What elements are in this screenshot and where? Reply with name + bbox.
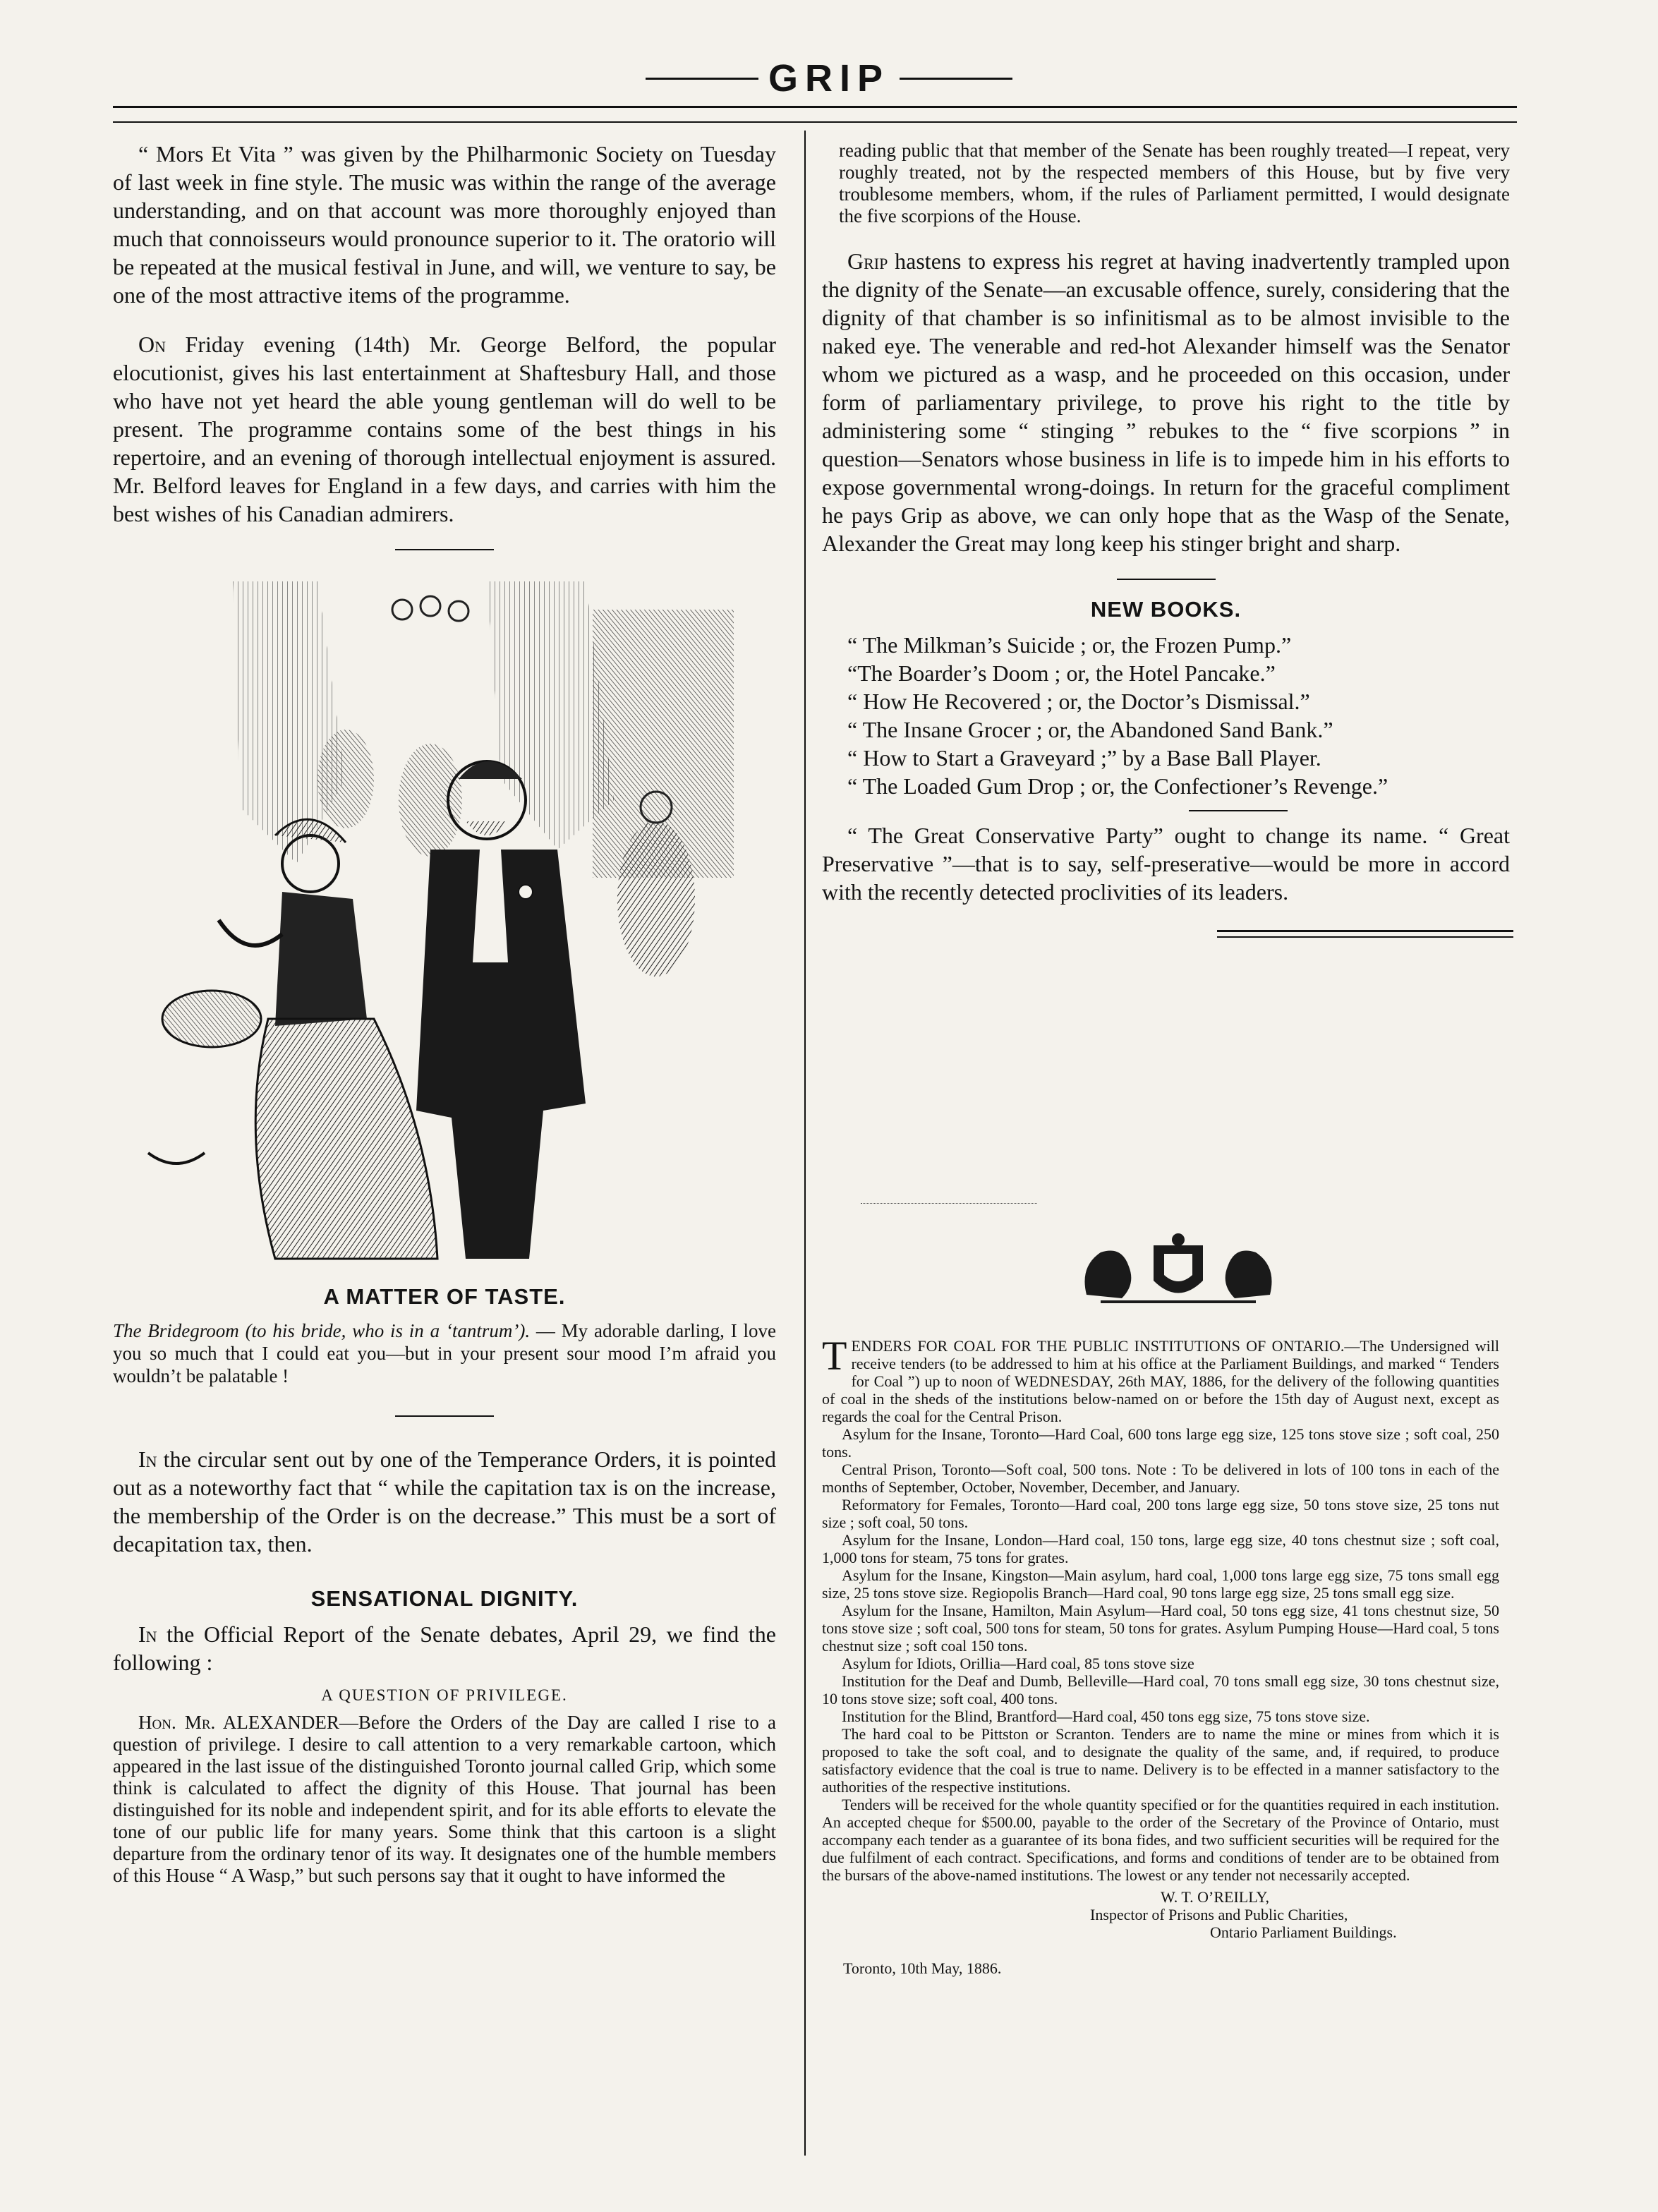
tender-heading: ENDERS FOR COAL FOR THE PUBLIC INSTITUTIONS OF ONTARIO. <box>851 1337 1345 1355</box>
paragraph-mors-et-vita: “ Mors Et Vita ” was given by the Philharmonic Society on Tuesday of last week in fine style. The music was within the range of the average understanding, and on that account was more thoroughly enjoyed than much that connoisseurs would pronounce superior to it. The oratorio will be repeated at the musical festival in June, and will, we venture to say, be one of the most attractive items of the programme. <box>113 141 776 308</box>
paragraph-body: the Official Report of the Senate debates, April 29, we find the following : <box>113 1621 776 1675</box>
tender-intro <box>822 1333 1499 1425</box>
paragraph-lead: In <box>138 1446 157 1472</box>
cartoon-title: A MATTER OF TASTE. <box>323 1284 566 1309</box>
senate-quote <box>113 1712 776 1887</box>
paragraph-temperance <box>113 1445 776 1558</box>
section-divider <box>1117 579 1216 580</box>
tender-item: Central Prison, Toronto—Soft coal, 500 tons. Note : To be delivered in lots of 100 tons in each of the months of September, October, November, December, and January. <box>822 1461 1499 1496</box>
drop-cap: T <box>822 1333 847 1379</box>
dateline: Toronto, 10th May, 1886. <box>843 1959 1002 1977</box>
signature-name: W. T. O’REILLY, <box>1161 1888 1270 1906</box>
section-divider <box>395 549 494 550</box>
quote-lead: Hon. Mr. <box>138 1712 216 1733</box>
tender-item: Reformatory for Females, Toronto—Hard coal, 200 tons large egg size, 50 tons stove size, 25 tons nut size ; soft coal, 50 tons. <box>822 1496 1499 1531</box>
paragraph-body: hastens to express his regret at having inadvertently trampled upon the dignity of the Senate—an excusable offence, surely, considering that the dignity of that chamber is so infinitismal as to be almost invisible to the naked eye. The venerable and red-hot Alexander himself was the Senator whom we pictured as a wasp, and he proceeded on this occasion, under form of parliamentary privilege, to prove his right to the title by administering some “ stinging ” rebukes to the “ five scorpions ” in question—Senators whose business in life is to impede him in his efforts to expose governmental wrong-doings. In return for the graceful compliment he pays Grip as above, we can only hope that as the Wasp of the Senate, Alexander the Great may long keep his stinger bright and sharp. <box>822 248 1510 556</box>
header-rule-secondary <box>113 121 1517 123</box>
tender-notice <box>822 1333 1499 1977</box>
list-item: “ How He Recovered ; or, the Doctor’s Dismissal.” <box>847 689 1310 714</box>
ontario-crest-icon <box>1072 1231 1284 1309</box>
section-title-sensational-dignity: SENSATIONAL DIGNITY. <box>310 1586 579 1611</box>
cartoon-caption <box>113 1319 776 1387</box>
background-figures <box>317 730 374 828</box>
paragraph-body: the circular sent out by one of the Temperance Orders, it is pointed out as a noteworthy fact that “ while the capitation tax is on the increase, the membership of the Order is on the decrease.” This must be a sort of decapitation tax, then. <box>113 1446 776 1557</box>
masthead-title: GRIP <box>768 57 890 99</box>
list-item: “ How to Start a Graveyard ;” by a Base Ball Player. <box>847 745 1321 770</box>
advertisement-rule-secondary <box>1217 936 1513 938</box>
tender-item: The hard coal to be Pittston or Scranton. Tenders are to name the mine or mines from which it is proposed to take the soft coal, and to designate the quality of the same, and, if required, to produce satisfactory evidence that the coal is true to name. Delivery is to be effected in a manner satisfactory to the authorities of the respective institutions. <box>822 1725 1499 1796</box>
tender-item: Asylum for the Insane, Kingston—Main asylum, hard coal, 1,000 tons large egg size, 75 tons small egg size, 25 tons stove size. Regiopolis Branch—Hard coal, 90 tons large egg size, 25 tons small egg size. <box>822 1566 1499 1602</box>
paragraph-lead: In <box>138 1621 157 1647</box>
left-column <box>113 140 776 1887</box>
cartoon-engraving <box>134 567 755 1266</box>
signature-place: Ontario Parliament Buildings. <box>1210 1923 1397 1941</box>
signature-block <box>822 1888 1499 1941</box>
bouquet <box>162 991 261 1047</box>
paragraph-official-report <box>113 1620 776 1676</box>
dotted-divider <box>861 1203 1037 1204</box>
paragraph-belford <box>113 330 776 528</box>
cartoon-illustration <box>134 567 755 1266</box>
paragraph-grip-regret <box>822 247 1510 557</box>
section-divider <box>1189 810 1288 811</box>
list-item: “ The Milkman’s Suicide ; or, the Frozen Pump.” <box>847 632 1292 658</box>
header-rule <box>113 106 1517 108</box>
tender-item: Tenders will be received for the whole quantity specified or for the quantities required in each institution. An accepted cheque for $500.00, payable to the order of the Secretary of the Province of Ontario, must accompany each tender as a guarantee of its bona fides, and two sufficient securities will be required for the due fulfilment of each contract. Specifications, and forms and conditions of tender are to be obtained from the bursars of the above-named institutions. The lowest or any tender not necessarily accepted. <box>822 1796 1499 1884</box>
new-books-list <box>822 631 1510 800</box>
list-item: “ The Loaded Gum Drop ; or, the Confectioner’s Revenge.” <box>847 773 1388 799</box>
tender-item: Institution for the Deaf and Dumb, Belleville—Hard coal, 70 tons small egg size, 30 tons chestnut size, 10 tons stove size; soft coal, 400 tons. <box>822 1672 1499 1708</box>
list-item: “The Boarder’s Doom ; or, the Hotel Pancake.” <box>847 660 1276 686</box>
paragraph-lead: Grip <box>847 248 888 274</box>
senate-quote-continued: reading public that that member of the Senate has been roughly treated—I repeat, very roughly treated, not by the respected members of this House, but by five very troublesome members, whom, if the rules of Parliament permitted, I would designate the five scorpions of the House. <box>839 140 1510 226</box>
tender-item: Asylum for the Insane, London—Hard coal, 150 tons, large egg size, 40 tons chestnut size ; soft coal, 1,000 tons for steam, 75 tons for grates. <box>822 1531 1499 1566</box>
tender-intro-text: —The Undersigned will receive tenders (to be addressed to him at his office at the Parliament Buildings, and marked “ Tenders for Coal ”) up to noon of WEDNESDAY, 26th MAY, 1886, for the delivery of the following quantities of coal in the sheds of the institutions below-named on or before the 15th day of August next, except as regards the coal for the Central Prison. <box>822 1337 1499 1425</box>
caption-italic: The Bridegroom (to his bride, who is in a ‘tantrum’). <box>113 1320 531 1341</box>
quote-body: ALEXANDER—Before the Orders of the Day are called I rise to a question of privilege. I desire to call attention to a very remarkable cartoon, which appeared in the last issue of the distinguished Toronto journal called Grip, which some think is calculated to affect the dignity of this House. That journal has been distinguished for its noble and independent spirit, and for its able efforts to elevate the tone of our public life for many years. Some think that this cartoon is a slight departure from the ordinary tenor of its way. It designates one of the humble members of this House “ A Wasp,” but such persons say that it ought to have informed the <box>113 1712 776 1886</box>
paragraph-lead: On <box>138 332 166 357</box>
masthead-rule-left <box>646 78 758 80</box>
masthead-rule-right <box>900 78 1012 80</box>
signature-title: Inspector of Prisons and Public Charities, <box>1090 1906 1348 1923</box>
right-column <box>822 140 1510 938</box>
tender-item: Asylum for Idiots, Orillia—Hard coal, 85 tons stove size <box>842 1655 1194 1672</box>
section-title-new-books: NEW BOOKS. <box>1090 597 1242 622</box>
list-item: “ The Insane Grocer ; or, the Abandoned Sand Bank.” <box>847 717 1333 742</box>
sub-heading-privilege: A QUESTION OF PRIVILEGE. <box>321 1686 568 1704</box>
masthead <box>0 56 1658 100</box>
caption-body: — My adorable darling, I love you so much that I could eat you—but in your present sour mood I’m afraid you wouldn’t be palatable ! <box>113 1320 776 1386</box>
section-divider <box>395 1415 494 1417</box>
advertisement-rule <box>1217 930 1513 932</box>
tender-item: Asylum for the Insane, Hamilton, Main Asylum—Hard coal, 50 tons egg size, 41 tons chestnut size, 50 tons stove size ; soft coal, 500 tons for steam, 50 tons for grates. Asylum Pumping House—Hard coal, 5 tons chestnut size ; soft coal 150 tons. <box>822 1602 1499 1655</box>
column-divider <box>804 131 806 2156</box>
paragraph-conservative-party: “ The Great Conservative Party” ought to change its name. “ Great Preservative ”—that is to say, self-preserative—would be more in accord with the recently detected proclivities of its leaders. <box>822 823 1510 905</box>
tender-item: Asylum for the Insane, Toronto—Hard Coal, 600 tons large egg size, 125 tons stove size ; soft coal, 250 tons. <box>822 1425 1499 1461</box>
tender-item: Institution for the Blind, Brantford—Hard coal, 450 tons egg size, 75 tons stove size. <box>842 1708 1370 1725</box>
paragraph-body: Friday evening (14th) Mr. George Belford, the popular elocutionist, gives his last entertainment at Shaftesbury Hall, and those who have not yet heard the able young gentleman will do well to be present. The programme contains some of the best things in his repertoire, and an evening of thorough intellectual enjoyment is assured. Mr. Belford leaves for England in a few days, and carries with him the best wishes of his Canadian admirers. <box>113 332 776 526</box>
